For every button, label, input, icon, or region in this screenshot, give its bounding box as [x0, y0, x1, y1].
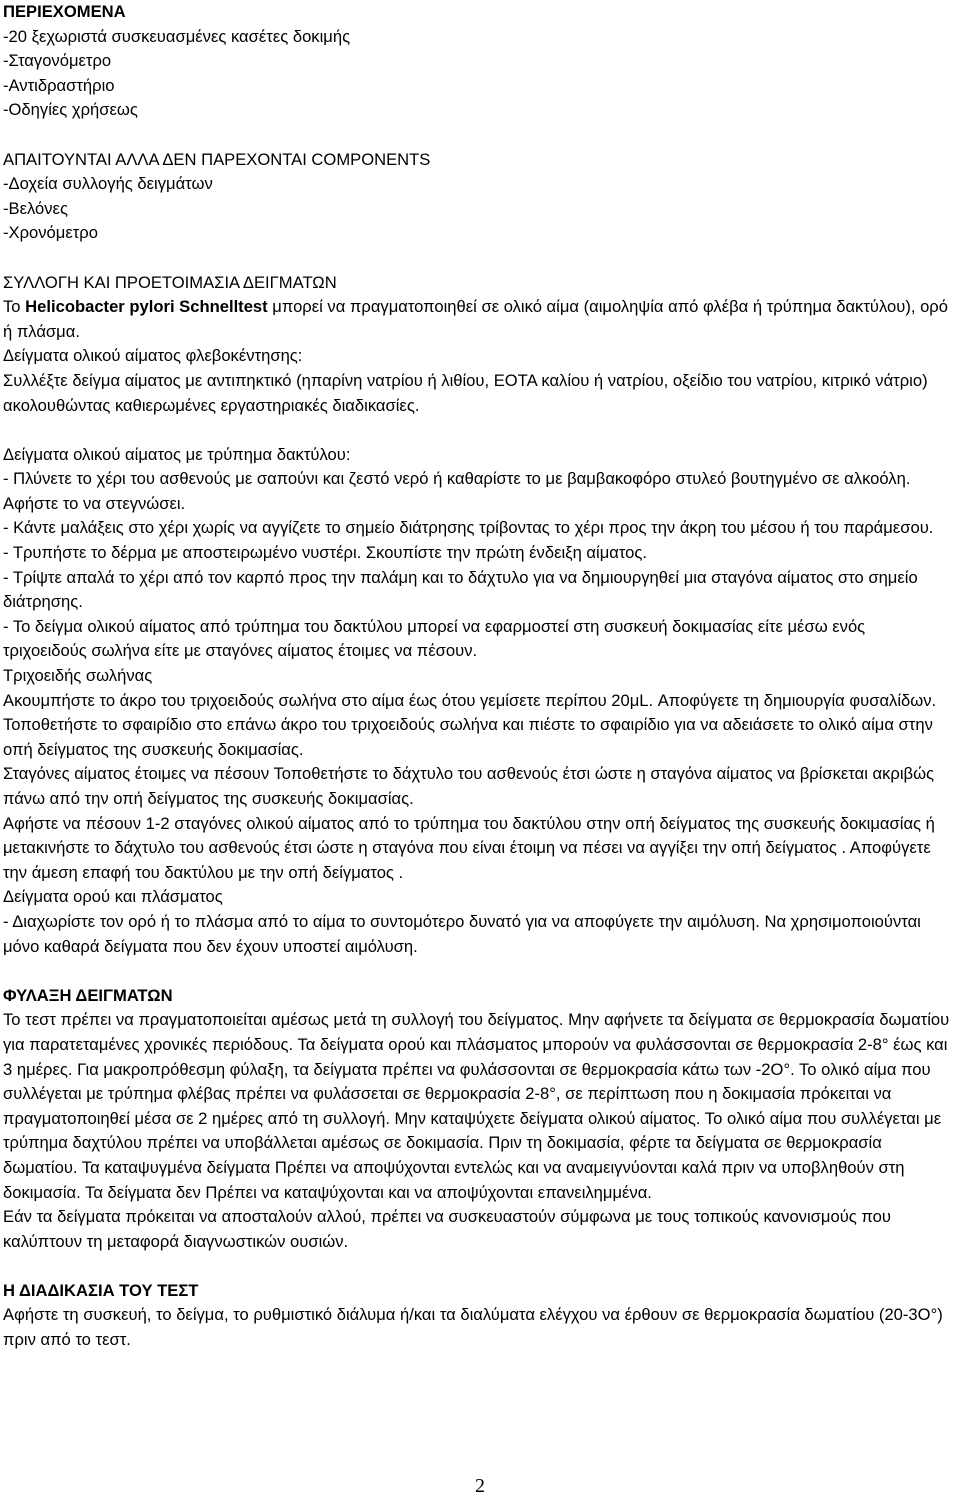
paragraph: - Κάντε μαλάξεις στο χέρι χωρίς να αγγίζετε το σημείο διάτρησης τρίβοντας το χέρι προς την άκρη του μέσου ή του παράμεσου. — [3, 518, 934, 538]
spacer — [3, 1254, 951, 1279]
paragraph: Τριχοειδής σωλήνας — [3, 666, 153, 686]
list-item: -Αντιδραστήριο — [3, 75, 115, 95]
collection-intro — [3, 295, 951, 344]
paragraph: - Τρίψτε απαλά το χέρι από τον καρπό προς την παλάμη και το δάχτυλο για να δημιουργηθεί μια σταγόνα αίματος στο σημείο διάτρησης. — [3, 567, 918, 612]
list-item: -Χρονόμετρο — [3, 223, 98, 243]
paragraph: Σταγόνες αίματος έτοιμες να πέσουν Τοποθετήστε το δάχτυλο του ασθενούς έτσι ώστε η σταγόνα αίματος να βρίσκεται ακριβώς πάνω από την οπή δείγματος της συσκευής δοκιμασίας. — [3, 764, 935, 808]
paragraph: Αφήστε να πέσουν 1-2 σταγόνες ολικού αίματος από το τρύπημα του δακτύλου στην οπή δείγματος της συσκευής δοκιμασίας ή μετακινήστε το δάχτυλο του ασθενούς έτσι ώστε η σταγόνα που είναι έτοιμη να πέσει να αγγίξει την οπή δείγματος . Αποφύγετε την άμεση επαφή του δακτύλου με την οπή δείγματος . — [3, 813, 935, 882]
venipuncture-title: Δείγματα ολικού αίματος φλεβοκέντησης: — [3, 346, 303, 366]
list-item: -Δοχεία συλλογής δειγμάτων — [3, 174, 213, 194]
paragraph: - Διαχωρίστε τον ορό ή το πλάσμα από το αίμα το συντομότερο δυνατό για να αποφύγετε την αιμόλυση. Να χρησιμοποιούνται μόνο καθαρά δείγματα που δεν έχουν υποστεί αιμόλυση. — [3, 911, 921, 956]
storage-heading: ΦΥΛΑΞΗ ΔΕΙΓΜΑΤΩΝ — [3, 985, 173, 1005]
collection-heading: ΣΥΛΛΟΓΗ ΚΑΙ ΠΡΟΕΤΟΙΜΑΣΙΑ ΔΕΙΓΜΑΤΩΝ — [3, 272, 337, 292]
contents-heading: ΠΕΡΙΕΧΟΜΕΝΑ — [3, 2, 126, 21]
product-name: Helicobacter pylori Schnelltest — [25, 297, 268, 317]
intro-prefix: Το — [3, 297, 26, 317]
procedure-text: Αφήστε τη συσκευή, το δείγμα, το ρυθμιστικό διάλυμα ή/και τα διαλύματα ελέγχου να έρθουν σε θερμοκρασία δωματίου (20-3Ο°) πριν από το τεστ. — [3, 1305, 943, 1350]
venipuncture-text: Συλλέξτε δείγμα αίματος με αντιπηκτικό (ηπαρίνη νατρίου ή λιθίου, ΕΟΤΑ καλίου ή νατρίου, οξείδιο του νατρίου, κιτρικό νάτριο) ακολουθώντας καθιερωμένες εργαστηριακές διαδικασίες. — [3, 370, 928, 415]
paragraph: Τοποθετήστε το σφαιρίδιο στο επάνω άκρο του τριχοειδούς σωλήνα και πιέστε το σφαιρίδιο για να αδειάσετε το ολικό αίμα στην οπή δείγματος της συσκευής δοκιμασίας. — [3, 715, 933, 759]
storage-text: Το τεστ πρέπει να πραγματοποιείται αμέσως μετά τη συλλογή του δείγματος. Μην αφήνετε τα δείγματα σε θερμοκρασία δωματίου για παρατεταμένες χρονικές περιόδους. Τα δείγματα ορού και πλάσματος μπορούν να φυλάσσονται σε θερμοκρασία 2-8° έως και 3 ημέρες. Για μακροπρόθεσμη φύλαξη, τα δείγματα πρέπει να φυλάσσονται σε θερμοκρασία κάτω των -2Ο°. Το ολικό αίμα που συλλέγεται με τρύπημα φλέβας πρέπει να φυλάσσεται σε θερμοκρασία 2-8°, σε περίπτωση που η δοκιμασία πρόκειται να πραγματοποιηθεί μέσα σε 2 ημέρες από τη συλλογή. Μην καταψύχετε δείγματα ολικού αίματος. Το ολικό αίμα που συλλέγεται με τρύπημα δαχτύλου πρέπει να υποβάλλεται αμέσως σε δοκιμασία. Πριν τη δοκιμασία, φέρτε τα δείγματα σε θερμοκρασία δωματίου. Τα καταψυγμένα δείγματα Πρέπει να αποψύχονται εντελώς και να αναμειγνύονται καλά πριν να υποβληθούν στη δοκιμασία. Τα δείγματα δεν Πρέπει να καταψύχονται και να αποψύχονται επανειλημμένα. — [3, 1010, 950, 1202]
paragraph: - Πλύνετε το χέρι του ασθενούς με σαπούνι και ζεστό νερό ή καθαρίστε το με βαμβακοφόρο στυλεό βουτηγμένο σε αλκοόλη. Αφήστε το να στεγνώσει. — [3, 469, 911, 513]
list-item: -Οδηγίες χρήσεως — [3, 100, 138, 120]
required-heading: ΑΠΑΙΤΟΥΝΤΑΙ ΑΛΛΑ ΔΕΝ ΠΑΡΕΧΟΝΤΑΙ COMPONENTS — [3, 149, 431, 169]
list-item: -20 ξεχωριστά συσκευασμένες κασέτες δοκιμής — [3, 26, 351, 46]
paragraph: - Τρυπήστε το δέρμα με αποστειρωμένο νυστέρι. Σκουπίστε την πρώτη ένδειξη αίματος. — [3, 543, 648, 563]
intro-suffix: μπορεί να πραγματοποιηθεί σε ολικό αίμα (αιμοληψία από φλέβα ή τρύπημα δακτύλου), ορό ή πλάσμα. — [3, 297, 948, 341]
spacer — [3, 123, 951, 148]
list-item: -Βελόνες — [3, 198, 68, 218]
spacer — [3, 418, 951, 443]
paragraph: Δείγματα ορού και πλάσματος — [3, 887, 223, 907]
spacer — [3, 246, 951, 271]
fingerstick-title: Δείγματα ολικού αίματος με τρύπημα δακτύλου: — [3, 444, 351, 464]
page-number: 2 — [475, 1475, 485, 1497]
list-item: -Σταγονόμετρο — [3, 51, 112, 71]
storage-text-2: Εάν τα δείγματα πρόκειται να αποσταλούν αλλού, πρέπει να συσκευαστούν σύμφωνα με τους τοπικούς κανονισμούς που καλύπτουν τη μεταφορά διαγνωστικών ουσιών. — [3, 1207, 891, 1251]
procedure-heading: Η ΔΙΑΔΙΚΑΣΙΑ ΤΟΥ ΤΕΣΤ — [3, 1280, 199, 1300]
paragraph: Ακουμπήστε το άκρο του τριχοειδούς σωλήνα στο αίμα έως ότου γεμίσετε περίπου 20μL. Αποφύγετε τη δημιουργία φυσαλίδων. — [3, 690, 937, 710]
spacer — [3, 959, 951, 984]
paragraph: - Το δείγμα ολικού αίματος από τρύπημα του δακτύλου μπορεί να εφαρμοστεί στη συσκευή δοκιμασίας είτε μέσω ενός τριχοειδούς σωλήνα είτε με σταγόνες αίματος έτοιμες να πέσουν. — [3, 616, 866, 661]
